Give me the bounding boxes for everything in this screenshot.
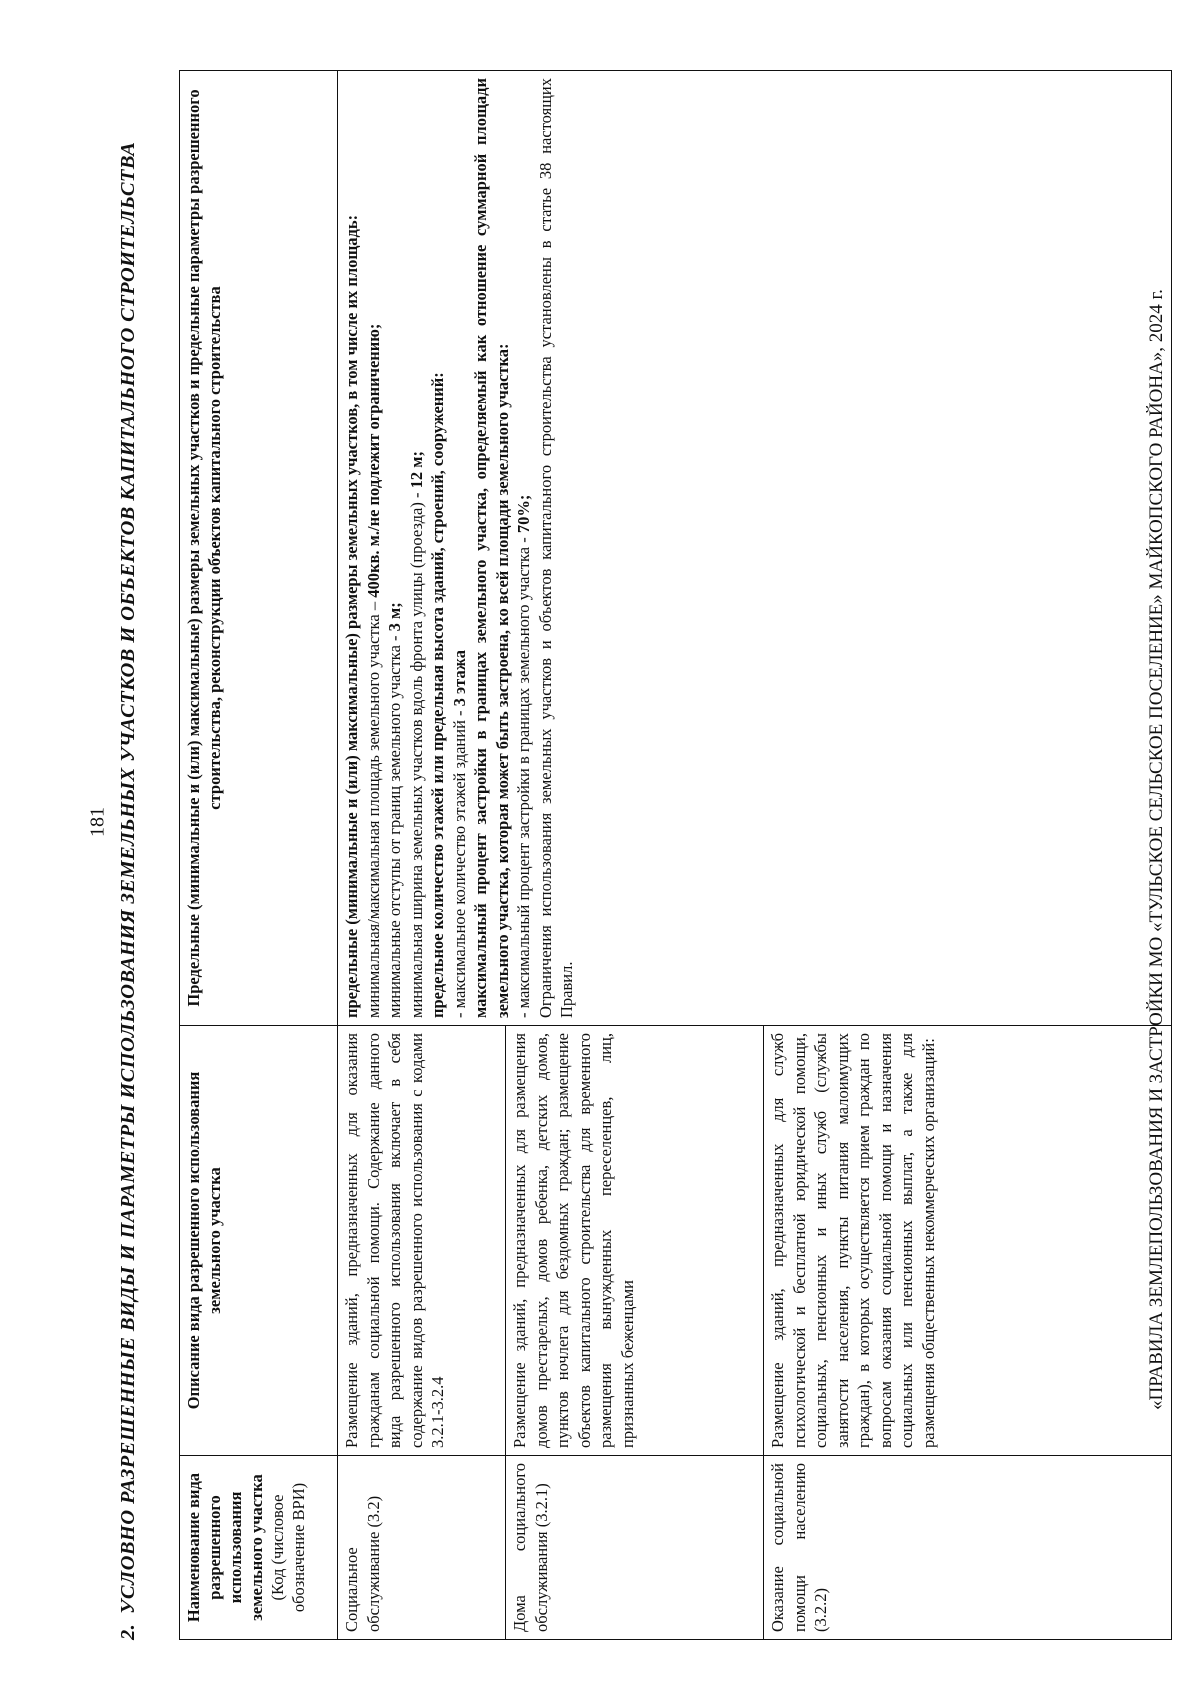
header-description: Описание вида разрешенного использования земельного участка <box>180 1026 338 1456</box>
parameters-cell <box>338 71 1172 1026</box>
setback-line <box>384 78 406 1018</box>
floors-label: - максимальное количество этажей зданий - <box>449 710 469 1018</box>
header-parameters: Предельные (минимальные и (или) максимальные) размеры земельных участков и предельные параметры разрешенного строительства, реконструкции объектов капитального строительства <box>180 71 338 1026</box>
header-vri-name-bold: Наименование вида разрешенного использования земельного участка <box>184 1472 266 1623</box>
vri-name-cell: Оказание социальной помощи населению (3.2.2) <box>764 1456 1172 1640</box>
coverage-label: - максимальный процент застройки в границах земельного участка - <box>514 537 533 1018</box>
width-line <box>406 78 428 1018</box>
section-heading <box>113 70 177 1640</box>
vri-description-cell: Размещение зданий, предназначенных для размещения домов престарелых, домов ребенка, детских домов, пунктов ночлега для бездомных граждан; размещение объектов капитального строительства для временного размещения вынужденных переселенцев, лиц, признанных беженцами <box>506 1026 764 1456</box>
section-number: 2. <box>117 1623 139 1640</box>
vri-name-cell: Дома социального обслуживания (3.2.1) <box>506 1456 764 1640</box>
restrictions-text: Ограничения использования земельных участков и объектов капитального строительства установлены в статье 38 настоящих Правил. <box>535 78 576 1018</box>
header-vri-name <box>180 1456 338 1640</box>
table-row <box>338 71 506 1640</box>
coverage-value: 70%; <box>514 494 533 534</box>
rotated-content <box>113 70 1113 1640</box>
zoning-table <box>179 70 1172 1640</box>
coverage-heading: максимальный процент застройки в границах земельного участка, определяемый как отношение суммарной площади земельного участка, которая может быть застроена, ко всей площади земельного участка: <box>471 78 512 1018</box>
area-line <box>363 78 385 1018</box>
setback-value: 3 м; <box>385 602 404 632</box>
page-number: 181 <box>86 807 109 837</box>
area-label: минимальная/максимальная площадь земельного участка – <box>363 601 383 1018</box>
section-title: УСЛОВНО РАЗРЕШЕННЫЕ ВИДЫ И ПАРАМЕТРЫ ИСПОЛЬЗОВАНИЯ ЗЕМЕЛЬНЫХ УЧАСТКОВ И ОБЪЕКТОВ КАПИТАЛЬНОГО СТРОИТЕЛЬСТВА <box>117 141 139 1614</box>
coverage-line <box>513 78 535 1018</box>
area-value: 400кв. м./не подлежит ограничению; <box>363 323 383 598</box>
vri-description-cell: Размещение зданий, предназначенных для оказания гражданам социальной помощи. Содержание данного вида разрешенного использования включает в себя содержание видов разрешенного использования с кодами 3.2.1-3.2.4 <box>338 1026 506 1456</box>
document-footer: «ПРАВИЛА ЗЕМЛЕПОЛЬЗОВАНИЯ И ЗАСТРОЙКИ МО «ТУЛЬСКОЕ СЕЛЬСКОЕ ПОСЕЛЕНИЕ» МАЙКОПСКОГО РАЙОНА», 2024 г. <box>1146 289 1167 1410</box>
width-label: минимальная ширина земельных участков вдоль фронта улицы (проезда) - <box>406 492 426 1018</box>
vri-name-cell: Социальное обслуживание (3.2) <box>338 1456 506 1640</box>
floors-line <box>449 78 471 1018</box>
floors-value: 3 этажа <box>449 650 469 707</box>
setback-label: минимальные отступы от границ земельного участка - <box>385 635 404 1018</box>
table-header-row <box>180 71 338 1640</box>
header-vri-code: (Код (числовое обозначение ВРИ) <box>268 1482 308 1613</box>
vri-description-cell: Размещение зданий, предназначенных для служб психологической и бесплатной юридической помощи, социальных, пенсионных и иных служб (службы занятости населения, пункты питания малоимущих граждан), в которых осуществляется прием граждан по вопросам оказания социальной помощи и назначения социальных или пенсионных выплат, а также для размещения общественных некоммерческих организаций: <box>764 1026 1172 1456</box>
width-value: 12 м; <box>406 451 426 489</box>
size-heading: предельные (минимальные и (или) максимальные) размеры земельных участков, в том числе их площадь: <box>342 214 361 1018</box>
floors-heading: предельное количество этажей или предельная высота зданий, строений, сооружений: <box>428 372 447 1018</box>
